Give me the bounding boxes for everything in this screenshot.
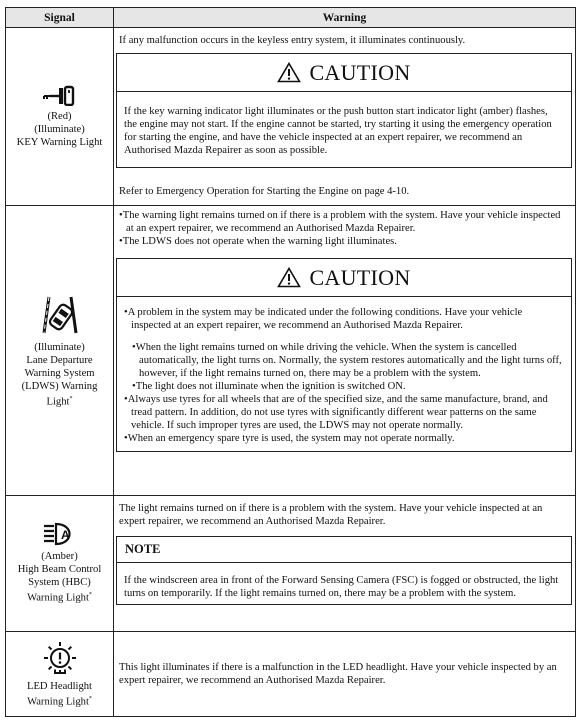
caution-text: If the key warning indicator light illuminates or the push button start indicator light (amber) flashes, the engine may not start. If the engine cannot be started, try starting it using the emergency operation for starting the engine, and have the vehicle inspected at an expert repairer, we recommend an Authorised Mazda Repairer as soon as possible. — [124, 106, 552, 156]
list-item: •When an emergency spare tyre is used, the system may not operate normally. — [124, 433, 455, 444]
signal-line: (Amber) — [41, 551, 78, 563]
list-item-text: When an emergency spare tyre is used, the system may not operate normally. — [127, 433, 455, 444]
warning-triangle-icon — [277, 267, 301, 288]
list-item-text: A problem in the system may be indicated under the following conditions. Have your vehicle inspected at an expert repairer, we recommend an Authorised Mazda Repairer. — [127, 307, 523, 331]
list-item: •The warning light remains turned on if there is a problem with the system. Have your vehicle inspected at an expert repairer, we recommend an Authorised Mazda Repairer. — [119, 210, 561, 234]
svg-text:A: A — [60, 528, 70, 543]
caution-title: CAUTION — [309, 59, 411, 85]
signal-cell — [6, 496, 114, 631]
warning-cell — [114, 28, 575, 205]
warning-cell — [114, 496, 575, 631]
caution-body — [117, 297, 571, 451]
signal-line: (LDWS) Warning — [21, 380, 98, 392]
warning-table — [5, 7, 576, 717]
optional-mark: * — [69, 395, 73, 402]
table-row-key-warning — [6, 27, 575, 205]
signal-cell — [6, 28, 114, 205]
list-item: •The LDWS does not operate when the warning light illuminates. — [119, 236, 397, 247]
caution-box — [116, 53, 572, 168]
signal-line: KEY Warning Light — [16, 137, 103, 148]
lane-departure-icon — [40, 293, 80, 337]
table-row-led-headlight-warning — [6, 631, 575, 716]
caution-title: CAUTION — [309, 264, 411, 290]
signal-line: Lane Departure — [26, 354, 93, 366]
signal-line-text: Light — [46, 396, 70, 408]
warning-text: This light illuminates if there is a malfunction in the LED headlight. Have your vehicle inspected by an expert repairer, we recommend an Authorised Mazda Repairer. — [119, 662, 557, 686]
list-item: •Always use tyres for all wheels that are of the specified size, and the same manufacture, brand, and tread pattern. In addition, do not use tyres with significantly different wear patterns on the same vehicle. If such improper tyres are used, the LDWS may not operate normally. — [124, 394, 548, 431]
key-warning-icon — [42, 84, 78, 106]
signal-line: (Illuminate) — [34, 124, 85, 135]
warning-bullets — [114, 206, 575, 248]
list-item-text: When the light remains turned on while driving the vehicle. When the system is cancelled automatically, the light turns on. Normally, the system restores automatically and the light turns off, however, if the light remains turned on, there may be a problem with the system. — [135, 342, 562, 379]
optional-mark: * — [88, 695, 92, 702]
signal-line-text: Warning Light — [27, 592, 89, 604]
table-row-ldws-warning — [6, 205, 575, 495]
signal-line: (Illuminate) — [34, 341, 85, 353]
signal-cell — [6, 632, 114, 716]
caution-heading — [117, 259, 571, 297]
note-heading: NOTE — [117, 537, 571, 563]
list-item-text: Always use tyres for all wheels that are of the specified size, and the same manufacture, brand, and tread pattern. In addition, do not use tyres with significantly different wear patterns on the same vehicle. If such improper tyres are used, the LDWS may not operate normally. — [127, 394, 548, 431]
caution-box — [116, 258, 572, 452]
signal-line — [47, 393, 73, 409]
signal-column-header: Signal — [6, 8, 114, 27]
warning-column-header: Warning — [322, 11, 367, 24]
high-beam-auto-icon — [42, 522, 78, 546]
list-item: •When the light remains turned on while driving the vehicle. When the system is cancelled automatically, the light turns on. Normally, the system restores automatically and the light turns off, however, if the light remains turned on, there may be a problem with the system. — [132, 342, 562, 379]
warning-text: The light remains turned on if there is a problem with the system. Have your vehicle inspected at an expert repairer, we recommend an Authorised Mazda Repairer. — [119, 503, 543, 527]
signal-cell — [6, 206, 114, 495]
note-text: If the windscreen area in front of the Forward Sensing Camera (FSC) is fogged or obstructed, the light turns on temporarily. If the light remains turned on, there may be a problem with the system. — [124, 575, 559, 599]
signal-line-text: Warning Light — [27, 696, 89, 708]
list-item: •The light does not illuminate when the ignition is switched ON. — [132, 381, 406, 392]
list-item-text: The light does not illuminate when the ignition is switched ON. — [135, 381, 406, 392]
signal-line: High Beam Control — [17, 564, 102, 576]
note-box — [116, 536, 572, 605]
signal-line: LED Headlight — [26, 680, 93, 692]
signal-line — [27, 589, 92, 605]
signal-line: Warning System — [24, 367, 95, 379]
warning-triangle-icon — [277, 62, 301, 83]
table-row-hbc-warning — [6, 495, 575, 631]
list-item: •A problem in the system may be indicated under the following conditions. Have your vehicle inspected at an expert repairer, we recommend an Authorised Mazda Repairer. — [124, 307, 523, 331]
caution-heading — [117, 54, 571, 92]
warning-cell — [114, 632, 575, 716]
led-headlight-icon — [42, 640, 78, 676]
list-item-text: The LDWS does not operate when the warning light illuminates. — [122, 236, 397, 247]
optional-mark: * — [88, 592, 92, 599]
warning-text: If any malfunction occurs in the keyless entry system, it illuminates continuously. — [119, 35, 466, 46]
warning-cell — [114, 206, 575, 495]
table-header — [6, 8, 575, 27]
reference-text: Refer to Emergency Operation for Starting the Engine on page 4-10. — [119, 186, 410, 197]
signal-line — [27, 693, 92, 709]
list-item-text: The warning light remains turned on if there is a problem with the system. Have your vehicle inspected at an expert repairer, we recommend an Authorised Mazda Repairer. — [122, 210, 561, 234]
signal-line: System (HBC) — [28, 577, 91, 589]
signal-line: (Red) — [47, 111, 72, 122]
